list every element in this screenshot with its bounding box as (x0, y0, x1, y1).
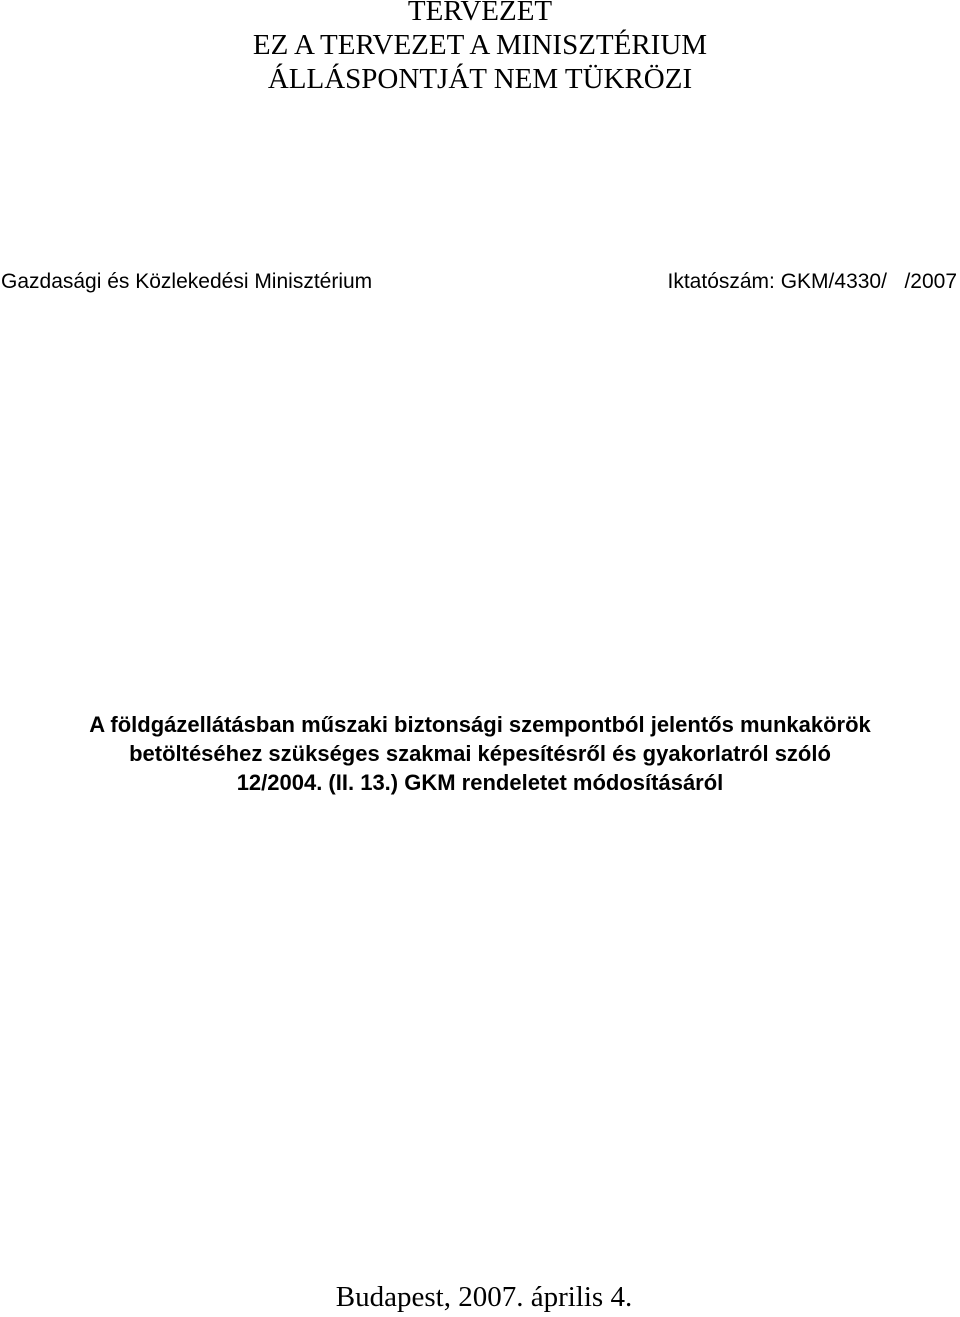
draft-header-line: TERVEZET (407, 0, 553, 27)
document-title-line: betöltéséhez szükséges szakmai képesítésről és gyakorlatról szóló (129, 741, 831, 766)
draft-header (0, 0, 960, 96)
draft-header-line: ÁLLÁSPONTJÁT NEM TÜKRÖZI (267, 63, 693, 95)
document-title-line: A földgázellátásban műszaki biztonsági szempontból jelentős munkakörök (89, 712, 871, 737)
ministry-name: Gazdasági és Közlekedési Minisztérium (1, 270, 373, 293)
document-title-line: 12/2004. (II. 13.) GKM rendeletet módosításáról (236, 770, 724, 795)
draft-header-line: EZ A TERVEZET A MINISZTÉRIUM (252, 29, 708, 61)
document-title (0, 710, 960, 797)
registration-number: Iktatószám: GKM/4330/ /2007 (667, 270, 957, 293)
place-and-date: Budapest, 2007. április 4. (335, 1281, 633, 1313)
